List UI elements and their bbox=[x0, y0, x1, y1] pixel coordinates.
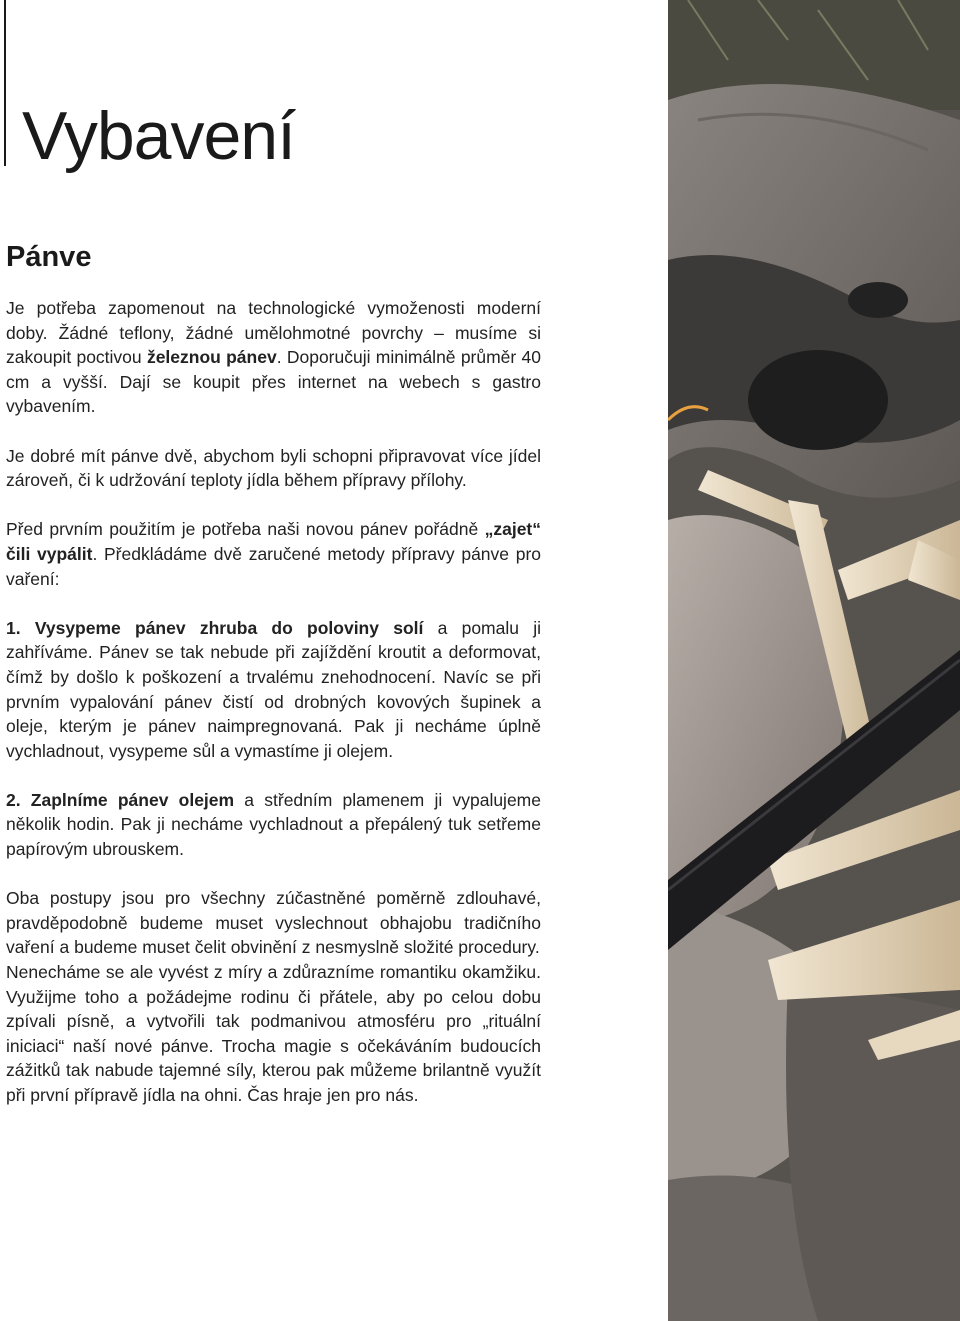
step-one: 1. Vysypeme pánev zhruba do poloviny solí a pomalu ji zahříváme. Pánev se tak nebude při zajíždění kroutit a deformovat, čímž by došlo k poškození a trvalému znehodnocení. Navíc se při prvním vypalování pánev čistí od drobných kovových šupinek a oleje, kterým je pánev naimpregnovaná. Pak ji necháme úplně vychladnout, vysypeme sůl a vymastíme ji olejem. bbox=[6, 617, 541, 761]
title-rule bbox=[4, 0, 6, 166]
campfire-photo bbox=[668, 0, 960, 1321]
body-text bbox=[6, 296, 541, 1108]
paragraph-romance: Nenecháme se ale vyvést z míry a zdůrazníme romantiku okamžiku. Využijme toho a požádejme rodinu či přátele, aby po celou dobu zpívali písně, a vytvořili tak podmanivou atmosféru pro „rituální iniciaci“ naší nové pánve. Trocha magie s očekáváním budoucích zážitků tak nabude tajemné síly, kterou pak můžeme brilantně využít při první přípravě jídla na ohni. Čas hraje jen pro nás. bbox=[6, 962, 541, 1105]
step-two-heading: 2. Zaplníme pánev olejem bbox=[6, 789, 235, 810]
paragraph-first-use: Před prvním použitím je potřeba naši novou pánev pořádně „zajet“ čili vypálit. Předkládáme dvě zaručené metody přípravy pánve pro vaření: bbox=[6, 519, 541, 589]
section-heading: Pánve bbox=[6, 241, 92, 273]
paragraph-two-pans: Je dobré mít pánve dvě, abychom byli schopni připravovat více jídel zároveň, či k udržování teploty jídla během přípravy přílohy. bbox=[6, 445, 541, 491]
bold-phrase: železnou pánev bbox=[146, 347, 277, 368]
photo-illustration bbox=[668, 0, 960, 1321]
page-title: Vybavení bbox=[22, 98, 295, 174]
paragraph-both-methods: Oba postupy jsou pro všechny zúčastněné poměrně zdlouhavé, pravděpodobně budeme muset vyslechnout obhajobu tradičního vaření a budeme muset čelit obvinění z nesmyslně složité procedury. bbox=[6, 888, 541, 958]
step-one-heading: 1. Vysypeme pánev zhruba do poloviny solí bbox=[6, 617, 424, 638]
step-two: 2. Zaplníme pánev olejem a středním plamenem ji vypalujeme několik hodin. Pak ji necháme vychladnout a přepálený tuk setřeme papírovým ubrouskem. bbox=[6, 789, 541, 860]
paragraph-intro: Je potřeba zapomenout na technologické vymoženosti moderní doby. Žádné teflony, žádné umělohmotné povrchy – musíme si zakoupit poctivou železnou pánev. Doporučuji minimálně průměr 40 cm a vyšší. Dají se koupit přes internet na webech s gastro vybavením. bbox=[6, 298, 541, 417]
bold-phrase: „zajet“ čili vypálit bbox=[6, 519, 541, 564]
